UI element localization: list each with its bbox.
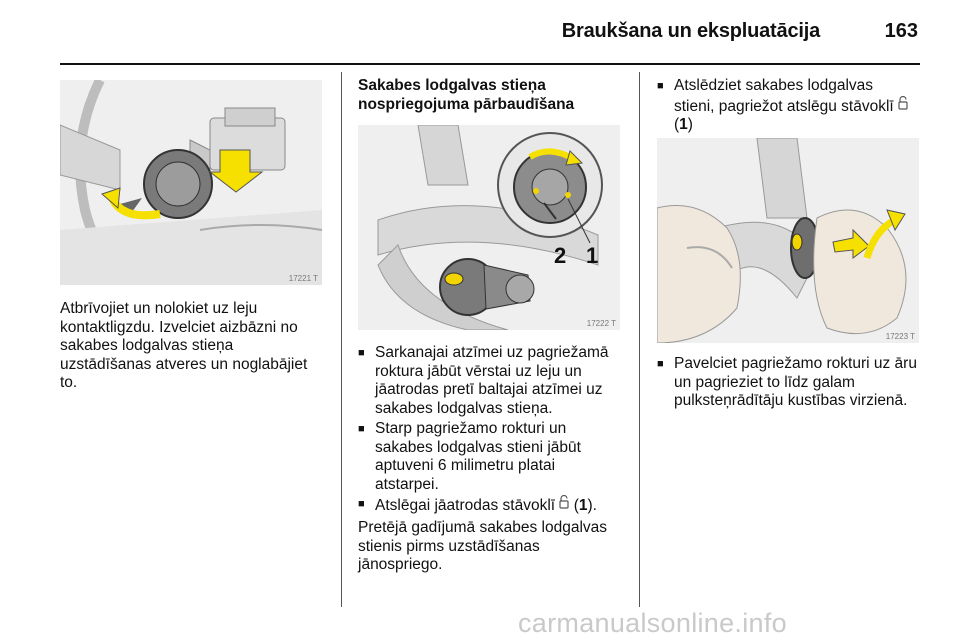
position-ref: 1	[578, 497, 588, 514]
text-line: jānospriego.	[358, 556, 443, 573]
heading-line: Sakabes lodgalvas stieņa	[358, 77, 546, 94]
figure-socket-unfold	[60, 80, 322, 285]
figure-id-17223: 17223 T	[885, 332, 915, 341]
text-line: jāatrodas pretī baltajai atzīmei uz	[375, 381, 603, 398]
bullet-key-position	[358, 495, 633, 516]
callout-1: 1	[586, 243, 599, 268]
bullet-marker: ■	[657, 80, 664, 92]
text-line: uzstādīšanas atveres un noglabājiet	[60, 355, 308, 373]
text-fragment: stieni, pagriežot atslēgu stāvoklī	[674, 97, 894, 115]
column-divider-1	[341, 72, 342, 607]
page-number: 163	[884, 20, 918, 42]
tension-check-illustration	[358, 125, 620, 330]
column1-paragraph	[60, 300, 335, 393]
position-ref: 1	[679, 116, 688, 133]
bullet-marker: ■	[358, 498, 365, 510]
text-line: roktura jābūt vērstai uz leju un	[375, 362, 582, 380]
text-fragment: )	[687, 116, 693, 133]
bullet-marker: ■	[358, 423, 365, 435]
text-line: sakabes lodgalvas stieni jābūt	[375, 438, 581, 456]
text-line: sakabes lodgalvas stieņa	[60, 337, 234, 354]
text-line: sakabes lodgalvas stieņa.	[375, 399, 553, 417]
figure-turn-handle	[657, 138, 919, 343]
text-fragment: Atslēgai jāatrodas stāvoklī	[375, 497, 556, 514]
column2-paragraph	[358, 519, 636, 575]
text-line: pulksteņrādītāju kustības virzienā.	[674, 392, 908, 409]
text-line: Pavelciet pagriežamo rokturi uz āru	[674, 355, 917, 372]
text-line: Pretējā gadījumā sakabes lodgalvas	[358, 519, 608, 536]
column-divider-2	[639, 72, 640, 607]
text-line: Starp pagriežamo rokturi un	[375, 420, 567, 437]
text-fragment: (	[674, 116, 680, 133]
section-heading	[358, 77, 628, 114]
unlock-icon	[559, 495, 569, 515]
page-header-title: Braukšana un ekspluatācija	[561, 20, 820, 42]
figure-id-17222: 17222 T	[586, 319, 616, 328]
text-line: Atbrīvojiet un nolokiet uz leju	[60, 300, 258, 317]
text-line: aptuveni 6 milimetru platai	[375, 457, 556, 474]
turn-handle-illustration	[657, 138, 919, 343]
bullet-marker: ■	[358, 347, 365, 359]
bullet-unlock	[657, 77, 922, 135]
heading-line: nospriegojuma pārbaudīšana	[358, 95, 575, 113]
watermark: carmanualsonline.info	[518, 608, 787, 638]
socket-illustration	[60, 80, 322, 285]
figure-tension-check	[358, 125, 620, 330]
text-line: un pagrieziet to līdz galam	[674, 373, 855, 391]
callout-2: 2	[554, 243, 567, 268]
bullet-pull-turn	[657, 355, 932, 411]
bullet-red-mark	[358, 344, 633, 418]
text-line: Atslēdziet sakabes lodgalvas	[674, 77, 874, 94]
text-fragment: ).	[587, 497, 597, 514]
text-line: Sarkanajai atzīmei uz pagriežamā	[375, 344, 609, 361]
bullet-marker: ■	[657, 358, 664, 370]
bullet-gap	[358, 420, 633, 494]
text-line: stienis pirms uzstādīšanas	[358, 537, 540, 555]
header-rule	[60, 63, 920, 65]
text-line: kontaktligzdu. Izvelciet aizbāzni no	[60, 318, 298, 336]
text-line: atstarpei.	[375, 475, 439, 493]
text-line: to.	[60, 374, 78, 391]
text-fragment: (	[573, 497, 579, 514]
figure-id-17221: 17221 T	[288, 274, 318, 283]
unlock-icon	[898, 96, 908, 116]
